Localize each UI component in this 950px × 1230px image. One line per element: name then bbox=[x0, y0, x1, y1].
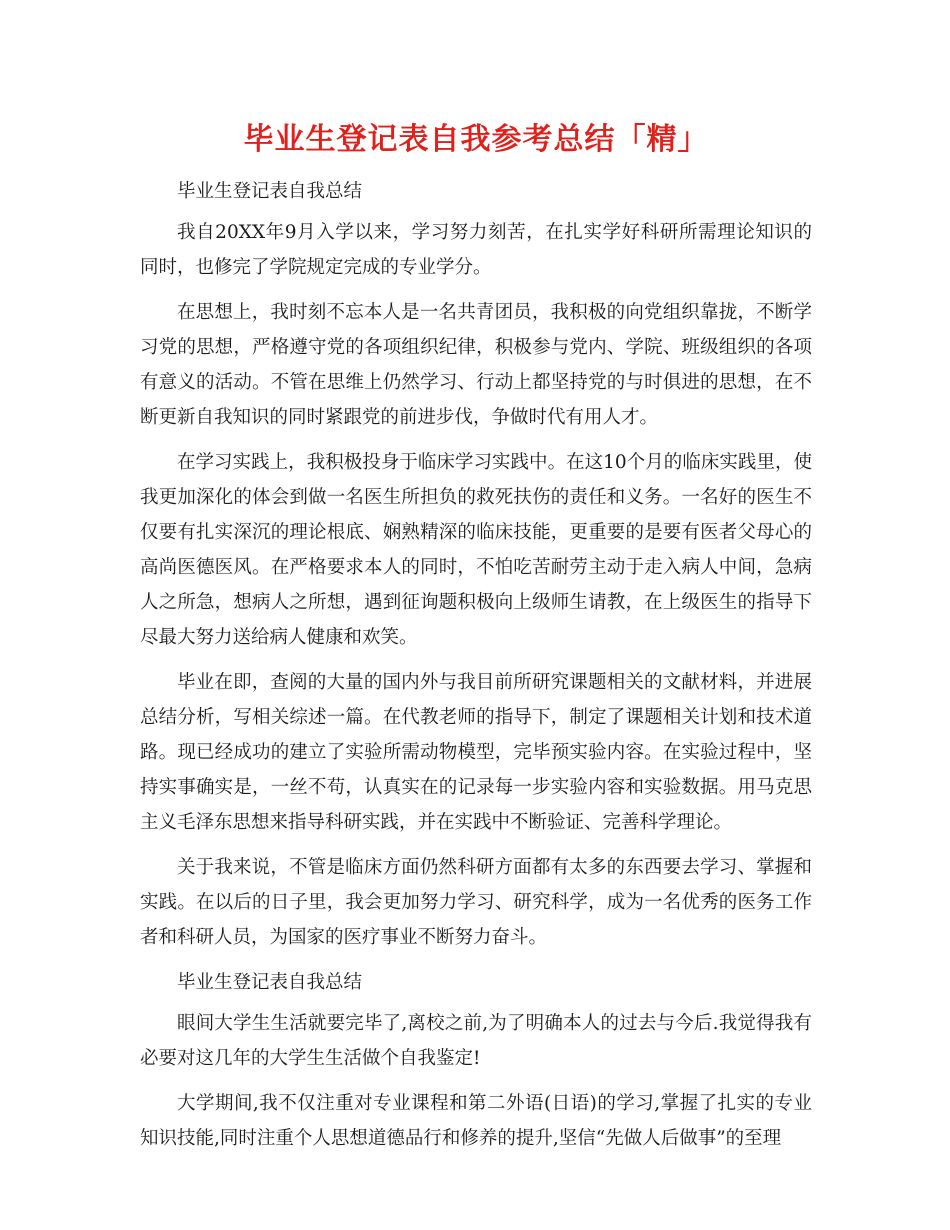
paragraph-4: 毕业在即，查阅的大量的国内外与我目前所研究课题相关的文献材料，并进展总结分析，写相关综述一篇。在代教老师的指导下，制定了课题相关计划和技术道路。现已经成功的建立了实验所需动物模型，完毕预实验内容。在实验过程中，坚持实事确实是，一丝不苟，认真实在的记录每一步实验内容和实验数据。用马克思主义毛泽东思想来指导科研实践，并在实践中不断验证、完善科学理论。 bbox=[140, 672, 812, 833]
section-heading-2: 毕业生登记表自我总结 bbox=[177, 972, 363, 993]
paragraph-2: 在思想上，我时刻不忘本人是一名共青团员，我积极的向党组织靠拢，不断学习党的思想，严格遵守党的各项组织纪律，积极参与党内、学院、班级组织的各项有意义的活动。不管在思维上仍然学习、行动上都坚持党的与时俱进的思想，在不断更新自我知识的同时紧跟党的前进步伐，争做时代有用人才。 bbox=[140, 302, 812, 428]
paragraph-7: 大学期间,我不仅注重对专业课程和第二外语(日语)的学习,掌握了扎实的专业知识技能,同时注重个人思想道德品行和修养的提升,坚信“先做人后做事”的至理 bbox=[140, 1093, 812, 1149]
paragraph-1: 我自20XX年9月入学以来，学习努力刻苦，在扎实学好科研所需理论知识的同时，也修完了学院规定完成的专业学分。 bbox=[140, 222, 812, 278]
paragraph-6: 眼间大学生生活就要完毕了,离校之前,为了明确本人的过去与今后.我觉得我有必要对这几年的大学生生活做个自我鉴定! bbox=[140, 1013, 812, 1069]
document-page bbox=[140, 120, 812, 1166]
paragraph-3: 在学习实践上，我积极投身于临床学习实践中。在这10个月的临床实践里，使我更加深化的体会到做一名医生所担负的救死扶伤的责任和义务。一名好的医生不仅要有扎实深沉的理论根底、娴熟精深的临床技能，更重要的是要有医者父母心的高尚医德医风。在严格要求本人的同时，不怕吃苦耐劳主动于走入病人中间，急病人之所急，想病人之所想，遇到征询题积极向上级师生请教，在上级医生的指导下尽最大努力送给病人健康和欢笑。 bbox=[140, 452, 812, 648]
document-title: 毕业生登记表自我参考总结「精」 bbox=[243, 122, 709, 157]
section-heading-1: 毕业生登记表自我总结 bbox=[177, 181, 363, 202]
paragraph-5: 关于我来说，不管是临床方面仍然科研方面都有太多的东西要去学习、掌握和实践。在以后的日子里，我会更加努力学习、研究科学，成为一名优秀的医务工作者和科研人员，为国家的医疗事业不断努力奋斗。 bbox=[140, 857, 812, 948]
